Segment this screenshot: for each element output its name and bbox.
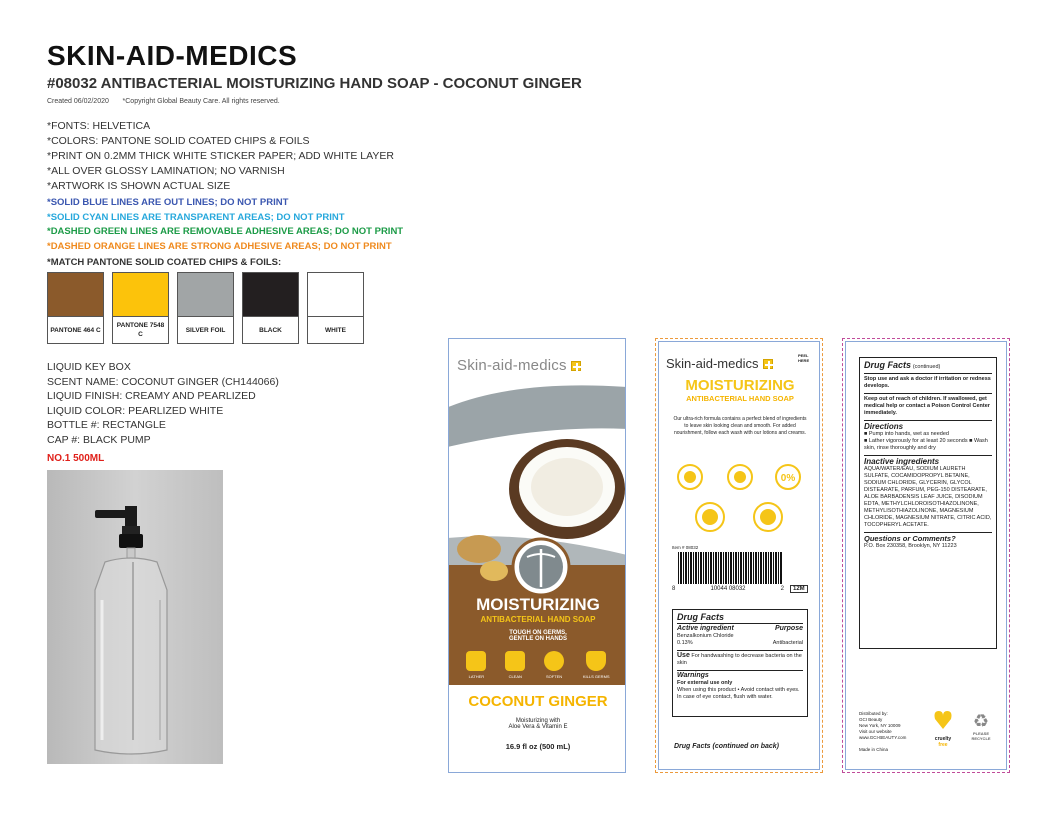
front-title-block <box>449 595 626 642</box>
liquid-key-box <box>47 360 279 447</box>
svg-text:0%: 0% <box>780 473 796 484</box>
note-item: *ARTWORK IS SHOWN ACTUAL SIZE <box>47 180 231 192</box>
directions: Directions ■ Pump into hands, wet as needed ■ Lather vigorously for at least 20 seconds ■ Wash skin, rinse thoroughly and dry <box>864 420 992 452</box>
bottle-photo <box>47 470 223 764</box>
front-subtitle: ANTIBACTERIAL HAND SOAP <box>480 615 596 624</box>
keybox-line: LIQUID FINISH: CREAMY AND PEARLIZED <box>47 390 256 402</box>
soften-icon: SOFTEN <box>544 651 564 679</box>
product-title: #08032 ANTIBACTERIAL MOISTURIZING HAND SOAP - COCONUT GINGER <box>47 75 582 92</box>
barcode-number: 8 10044 08032 2 <box>672 586 784 592</box>
note-item: *PRINT ON 0.2MM THICK WHITE STICKER PAPER; ADD WHITE LAYER <box>47 150 394 162</box>
drug-facts-box <box>672 609 808 717</box>
front-desc: Aloe Vera & Vitamin E <box>508 724 568 730</box>
note-item: *ALL OVER GLOSSY LAMINATION; NO VARNISH <box>47 165 285 177</box>
keep-out: Keep out of reach of children. If swallowed, get medical help or contact a Poison Control Center immediately. <box>864 393 992 417</box>
front-bottom <box>449 693 626 751</box>
swatch: BLACK <box>242 272 299 344</box>
period-after-opening-icon: 12M <box>790 585 808 593</box>
keybox-line: BOTTLE #: RECTANGLE <box>47 419 166 431</box>
clean-icon: CLEAN <box>505 651 525 679</box>
scent-name: COCONUT GINGER <box>468 693 608 710</box>
plus-icon <box>763 359 773 369</box>
front-desc: Moisturizing with <box>515 718 561 724</box>
swatch: SILVER FOIL <box>177 272 234 344</box>
lather-icon: LATHER <box>466 651 486 679</box>
back-logo: Skin-aid-medics <box>666 355 773 373</box>
front-tagline: GENTLE ON HANDS <box>508 636 567 642</box>
cruelty-free-icon: cruelty free <box>933 709 953 748</box>
color-swatches <box>47 272 364 344</box>
brand-title: SKIN-AID-MEDICS <box>47 40 298 71</box>
keybox-line: LIQUID KEY BOX <box>47 361 131 373</box>
legend-item: *SOLID BLUE LINES ARE OUT LINES; DO NOT PRINT <box>47 197 289 208</box>
drug-facts-continued <box>859 357 997 649</box>
back-subtitle: ANTIBACTERIAL HAND SOAP <box>686 394 794 403</box>
legend-item: *SOLID CYAN LINES ARE TRANSPARENT AREAS; DO NOT PRINT <box>47 211 345 223</box>
created-date: Created 06/02/2020 <box>47 98 109 105</box>
questions: Questions or Comments? P.O. Box 230358, Brooklyn, NY 11223 <box>864 532 992 550</box>
print-notes <box>47 119 394 194</box>
created-line <box>47 98 280 105</box>
badge-icons <box>670 455 810 541</box>
front-icons <box>457 651 619 679</box>
back-blurb: Our ultra-rich formula contains a perfect blend of ingredients to leave skin looking clean and smooth. For added nourishment, follow each wash with our lotions and creams. <box>673 416 807 436</box>
warnings-section: Warnings For external use only When using this product • Avoid contact with eyes. In case of eye contact, flush with water. <box>677 670 803 701</box>
continued-note: Drug Facts (continued on back) <box>674 743 780 750</box>
legend-item: *DASHED GREEN LINES ARE REMOVABLE ADHESIVE AREAS; DO NOT PRINT <box>47 226 404 237</box>
front-title: MOISTURIZING <box>476 595 600 614</box>
active-header: Active ingredient Purpose <box>677 625 803 632</box>
inactive-ingredients: Inactive ingredients AQUA/WATER/EAU, SODIUM LAURETH SULFATE, COCAMIDOPROPYL BETAINE, SODIUM CHLORIDE, GLYCERIN, GLYCOL DISTEARATE, PARFUM, PEG-150 DISTEARATE, ALOE BARBADENSIS LEAF JUICE, DISODIUM EDTA, METHYLCHLOROISOTHIAZOLINONE, METHYLISOTHIAZOLINONE, MAGNESIUM CHLORIDE, MAGNESIUM NITRATE, CITRIC ACID, TOCOPHERYL ACETATE. <box>864 457 992 528</box>
front-label <box>448 338 626 773</box>
heart-icon <box>933 709 953 731</box>
quantity-label: NO.1 500ML <box>47 453 105 464</box>
keybox-line: SCENT NAME: COCONUT GINGER (CH144066) <box>47 375 279 388</box>
keybox-line: CAP #: BLACK PUMP <box>47 433 151 446</box>
stop-use: Stop use and ask a doctor if irritation or redness develops. <box>864 373 992 390</box>
keybox-line: LIQUID COLOR: PEARLIZED WHITE <box>47 404 224 417</box>
swatch-title: *MATCH PANTONE SOLID COATED CHIPS & FOILS: <box>47 257 282 268</box>
net-size: 16.9 fl oz (500 mL) <box>505 742 571 751</box>
distributor-info: Distributed by: GCI Beauty New York, NY 10009 Visit our website www.GCI-BEAUTY.com Made in China <box>859 711 907 752</box>
active-ingredient: Benzalkonium Chloride <box>677 633 734 639</box>
copyright: *Copyright Global Beauty Care. All rights reserved. <box>122 98 280 105</box>
item-number: Item # 08032 <box>672 545 699 550</box>
back-title-block <box>656 377 824 403</box>
back-label <box>655 338 823 773</box>
side-label <box>842 338 1010 773</box>
peel-here[interactable]: PEEL HERE <box>798 353 810 363</box>
back-title: MOISTURIZING <box>685 377 795 394</box>
drug-facts-title: Drug Facts <box>677 612 725 622</box>
line-legend <box>47 196 403 254</box>
swatch: PANTONE 464 C <box>47 272 104 344</box>
barcode <box>678 552 782 584</box>
note-item: *COLORS: PANTONE SOLID COATED CHIPS & FOILS <box>47 135 310 147</box>
recycle-symbol: ♻ <box>972 711 990 731</box>
uses-section: Use For handwashing to decrease bacteria on the skin <box>677 652 802 666</box>
front-logo: Skin-aid-medics <box>457 357 581 375</box>
legend-item: *DASHED ORANGE LINES ARE STRONG ADHESIVE AREAS; DO NOT PRINT <box>47 240 392 252</box>
active-amount: 0.13% Antibacterial <box>677 640 803 646</box>
recycle-icon: ♻ PLEASE RECYCLE <box>963 711 999 741</box>
shield-icon: KILLS GERMS <box>583 651 610 679</box>
swatch: WHITE <box>307 272 364 344</box>
note-item: *FONTS: HELVETICA <box>47 120 151 132</box>
front-tagline: TOUGH ON GERMS, <box>509 630 567 636</box>
badges <box>670 455 810 541</box>
bottle-illustration <box>47 470 223 764</box>
df-cont-title: Drug Facts (continued) <box>864 360 941 370</box>
swatch: PANTONE 7548 C <box>112 272 169 344</box>
